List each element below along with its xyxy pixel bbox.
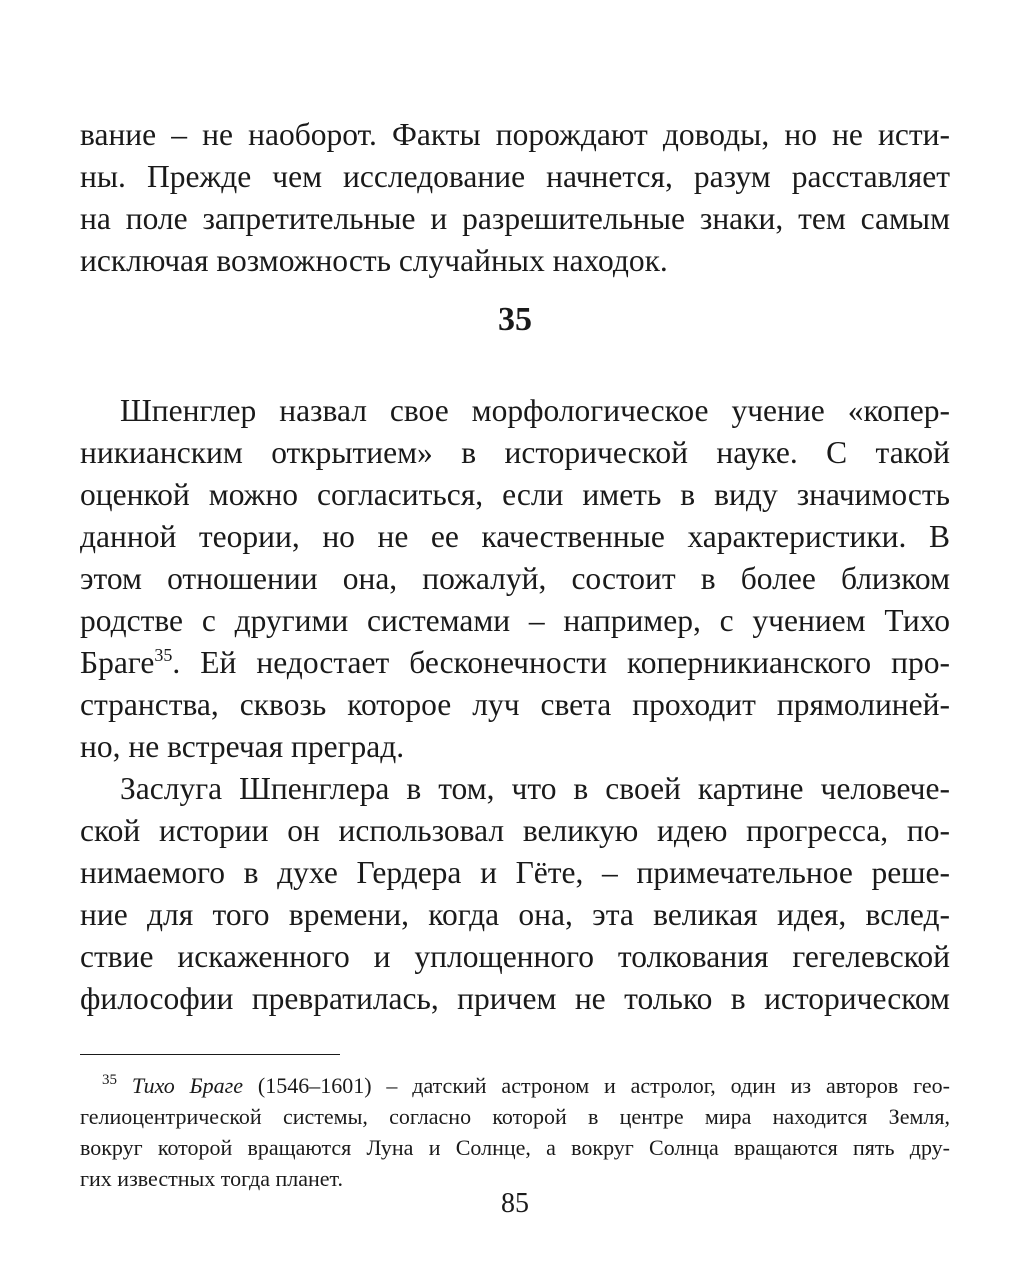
text-line: Шпенглер назвал свое морфологическое учение «копер- <box>120 393 950 428</box>
text-line: данной теории, но не ее качественные характеристики. В <box>80 519 950 554</box>
text-line: философии превратилась, причем не только в историческом <box>80 981 950 1016</box>
footnote-divider <box>80 1054 340 1055</box>
top-paragraph <box>80 114 950 282</box>
text-line: исключая возможность случайных находок. <box>80 243 668 278</box>
footnote-mark: 35 <box>102 1072 117 1088</box>
footnote <box>80 1070 950 1194</box>
text-line: этом отношении она, пожалуй, состоит в более близком <box>80 561 950 596</box>
text-line: но, не встречая преград. <box>80 729 405 764</box>
footnote-line: гелиоцентрической системы, согласно которой в центре мира находится Земля, <box>80 1104 950 1129</box>
footnote-line: гих известных тогда планет. <box>80 1166 343 1191</box>
section-number: 35 <box>498 301 532 338</box>
text-line: на поле запретительные и разрешительные знаки, тем самым <box>80 201 950 236</box>
text-line: нимаемого в духе Гердера и Гёте, – примечательное реше- <box>80 855 950 890</box>
footnote-name: Тихо Браге <box>131 1073 243 1098</box>
text-line: ние для того времени, когда она, эта великая идея, вслед- <box>80 897 950 932</box>
text-fragment: Браге <box>80 645 155 680</box>
text-fragment: (1546–1601) – датский астроном и астролог, один из авторов гео- <box>243 1073 950 1098</box>
page-number: 85 <box>501 1188 529 1219</box>
text-line: ствие искаженного и уплощенного толкования гегелевской <box>80 939 950 974</box>
text-line: вание – не наоборот. Факты порождают доводы, но не исти- <box>80 117 950 152</box>
text-line: никианским открытием» в исторической науке. С такой <box>80 435 950 470</box>
text-line-with-footnote-ref <box>80 642 950 684</box>
text-line: оценкой можно согласиться, если иметь в виду значимость <box>80 477 950 512</box>
footnote-line <box>80 1070 950 1101</box>
text-fragment: . Ей недостает бесконечности коперникианского про- <box>172 645 950 680</box>
book-page <box>80 0 950 1280</box>
text-line: родстве с другими системами – например, с учением Тихо <box>80 603 950 638</box>
footnote-reference[interactable]: 35 <box>154 645 173 665</box>
text-line: странства, сквозь которое луч света проходит прямолиней- <box>80 687 950 722</box>
text-line: ны. Прежде чем исследование начнется, разум расставляет <box>80 159 950 194</box>
text-line: ской истории он использовал великую идею прогресса, по- <box>80 813 950 848</box>
paragraph-1 <box>80 390 950 768</box>
footnote-line: вокруг которой вращаются Луна и Солнце, а вокруг Солнца вращаются пять дру- <box>80 1135 950 1160</box>
text-line: Заслуга Шпенглера в том, что в своей картине человече- <box>120 771 950 806</box>
paragraph-2 <box>80 768 950 1020</box>
